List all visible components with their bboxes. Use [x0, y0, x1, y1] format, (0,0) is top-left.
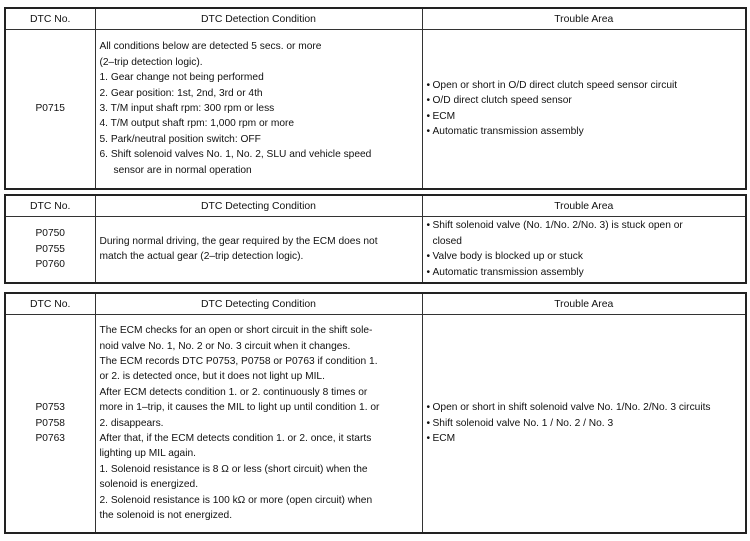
condition-line: or 2. is detected once, but it does not light up MIL.	[99, 371, 325, 383]
trouble-area-item	[427, 265, 742, 280]
dtc-code: P0758	[35, 417, 65, 429]
header-dtc-no: DTC No.	[5, 8, 95, 30]
condition-line: 6. Shift solenoid valves No. 1, No. 2, SLU and vehicle speed	[99, 149, 372, 161]
dtc-code-cell	[5, 30, 95, 189]
condition-line: match the actual gear (2–trip detection logic).	[99, 251, 304, 263]
dtc-code: P0763	[35, 432, 65, 444]
bullet-icon: •	[426, 79, 431, 91]
dtc-code: P0715	[35, 103, 65, 115]
bullet-icon: •	[426, 220, 431, 232]
bullet-icon: •	[426, 432, 431, 444]
trouble-area-text: Open or short in shift solenoid valve No. 1/No. 2/No. 3 circuits	[432, 402, 711, 414]
condition-line: solenoid is energized.	[99, 479, 199, 491]
bullet-icon: •	[426, 402, 431, 414]
condition-line: All conditions below are detected 5 secs. or more	[99, 41, 322, 53]
header-dtc-no: DTC No.	[5, 195, 95, 217]
bullet-icon: •	[426, 126, 431, 138]
condition-cell	[95, 30, 422, 189]
trouble-area-item	[427, 400, 742, 415]
trouble-area-cell	[422, 315, 746, 533]
header-detection-condition: DTC Detection Condition	[95, 8, 422, 30]
condition-line: 4. T/M output shaft rpm: 1,000 rpm or more	[99, 118, 295, 130]
condition-line: During normal driving, the gear required by the ECM does not	[99, 235, 378, 247]
condition-line: After ECM detects condition 1. or 2. continuously 8 times or	[99, 386, 368, 398]
dtc-code: P0753	[35, 402, 65, 414]
condition-line: After that, if the ECM detects condition 1. or 2. once, it starts	[99, 432, 372, 444]
trouble-area-text: Valve body is blocked up or stuck	[432, 251, 583, 263]
trouble-area-item	[427, 431, 742, 446]
condition-line: 3. T/M input shaft rpm: 300 rpm or less	[99, 103, 275, 115]
header-trouble-area: Trouble Area	[422, 8, 746, 30]
condition-line: 2. Gear position: 1st, 2nd, 3rd or 4th	[99, 87, 263, 99]
condition-line: 1. Gear change not being performed	[99, 72, 264, 84]
condition-line: lighting up MIL again.	[99, 448, 196, 460]
condition-line: 1. Solenoid resistance is 8 Ω or less (short circuit) when the	[99, 463, 368, 475]
table-header-row	[5, 293, 746, 315]
bullet-icon: •	[426, 266, 431, 278]
dtc-code: P0755	[35, 243, 65, 255]
trouble-area-item	[427, 93, 742, 108]
trouble-area-item	[427, 124, 742, 139]
trouble-area-text: Shift solenoid valve (No. 1/No. 2/No. 3) is stuck open or	[432, 220, 683, 232]
dtc-table-p0753	[4, 292, 747, 534]
trouble-area-text: ECM	[432, 432, 456, 444]
table-row	[5, 315, 746, 533]
condition-line: the solenoid is not energized.	[99, 509, 233, 521]
condition-line: more in 1–trip, it causes the MIL to light up until condition 1. or	[99, 402, 380, 414]
trouble-area-item	[427, 416, 742, 431]
trouble-area-text: Automatic transmission assembly	[432, 266, 584, 278]
dtc-code: P0760	[35, 258, 65, 270]
dtc-code-cell	[5, 217, 95, 283]
trouble-area-text: Shift solenoid valve No. 1 / No. 2 / No. 3	[432, 417, 614, 429]
trouble-area-text: Open or short in O/D direct clutch speed sensor circuit	[432, 79, 678, 91]
trouble-area-item	[427, 249, 742, 264]
trouble-area-cell	[422, 217, 746, 283]
header-trouble-area: Trouble Area	[422, 195, 746, 217]
header-trouble-area: Trouble Area	[422, 293, 746, 315]
dtc-table-p0715	[4, 7, 747, 190]
dtc-code-cell	[5, 315, 95, 533]
trouble-area-item	[427, 109, 742, 124]
condition-line: The ECM records DTC P0753, P0758 or P0763 if condition 1.	[99, 355, 378, 367]
trouble-area-item	[427, 78, 742, 93]
trouble-area-text: Automatic transmission assembly	[432, 126, 584, 138]
dtc-table-p0750	[4, 194, 747, 284]
condition-cell	[95, 315, 422, 533]
condition-cell	[95, 217, 422, 283]
trouble-area-cell	[422, 30, 746, 189]
condition-line: (2–trip detection logic).	[99, 56, 203, 68]
table-row	[5, 30, 746, 189]
header-dtc-no: DTC No.	[5, 293, 95, 315]
condition-line: sensor are in normal operation	[113, 164, 252, 176]
header-detecting-condition: DTC Detecting Condition	[95, 195, 422, 217]
bullet-icon: •	[426, 95, 431, 107]
bullet-icon: •	[426, 110, 431, 122]
dtc-code: P0750	[35, 228, 65, 240]
table-header-row	[5, 8, 746, 30]
trouble-area-item	[427, 218, 742, 233]
condition-line: 2. disappears.	[99, 417, 164, 429]
trouble-area-text: O/D direct clutch speed sensor	[432, 95, 572, 107]
bullet-icon: •	[426, 417, 431, 429]
table-header-row	[5, 195, 746, 217]
bullet-icon: •	[426, 251, 431, 263]
trouble-area-continuation: closed	[432, 235, 462, 247]
condition-line: The ECM checks for an open or short circuit in the shift sole-	[99, 325, 373, 337]
condition-line: noid valve No. 1, No. 2 or No. 3 circuit when it changes.	[99, 340, 351, 352]
condition-line: 5. Park/neutral position switch: OFF	[99, 133, 261, 145]
table-row	[5, 217, 746, 283]
condition-line: 2. Solenoid resistance is 100 kΩ or more (open circuit) when	[99, 494, 373, 506]
trouble-area-text: ECM	[432, 110, 456, 122]
header-detecting-condition: DTC Detecting Condition	[95, 293, 422, 315]
